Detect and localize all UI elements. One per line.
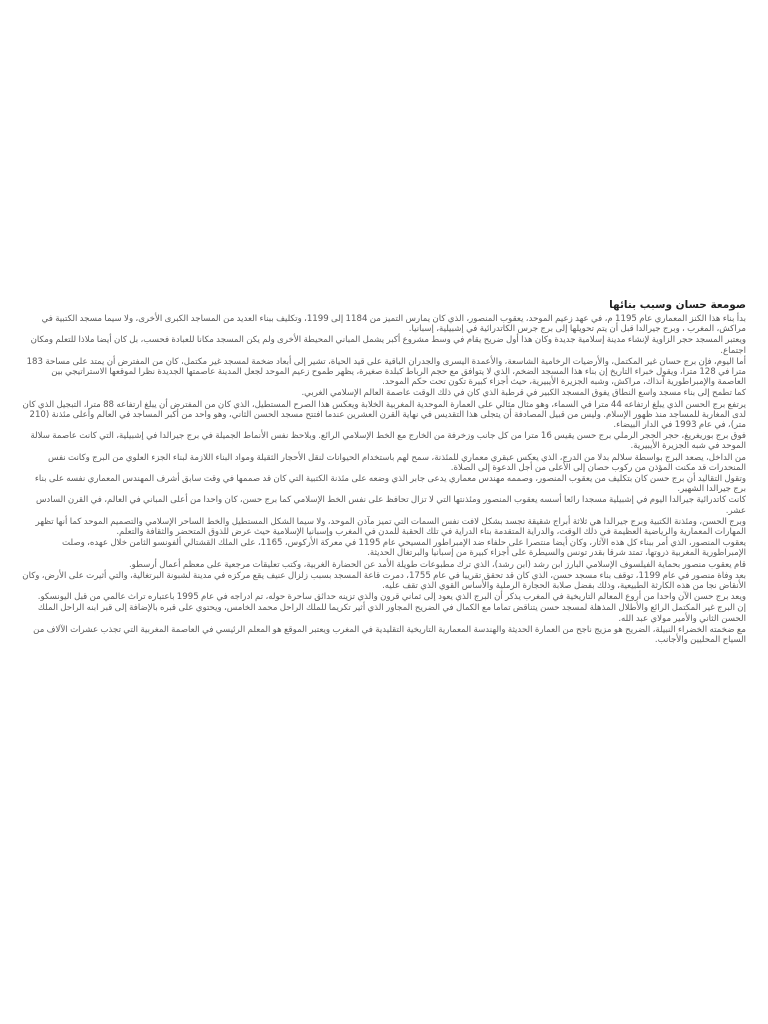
article-title: صومعة حسان وسبب بنائها <box>609 299 746 311</box>
paragraph: مع ضخمته الخضراء النبيلة، الضريح هو مزيج ناجح من العمارة الحديثة والهندسة المعمارية التاريخية التقليدية في المغرب ويعتبر الموقع هو المعلم الرئيسي في العاصمة المغربية التي تجذب عشرات الآلاف من السياح المحليين والأجانب. <box>33 624 746 646</box>
paragraph: من الداخل، يصعد البرج بواسطة سلالم بدلا من الدرج، الذي يعكس عبقري معماري للمئذنة، سمح لهم باستخدام الحيوانات لنقل الأحجار الثقيلة ومواد البناء اللازمة لبناء الجزء العلوي من البرج وكانت نفس المنحدرات قد مكنت المؤذن من ركوب حصان إلى الأعلى من أجل الدعوة إلى الصلاة. <box>48 452 746 473</box>
article <box>22 298 746 646</box>
paragraph: بدأ بناء هذا الكنز المعماري عام 1195 م، في عهد زعيم الموحد، يعقوب المنصور، الذي كان يمارس التميز من 1184 إلى 1199، وتكليف ببناء العديد من المساجد الكبرى الأخرى، ولا سيما مسجد الكتبية في مراكش، المغرب ، وبرج جيرالدا قبل أن يتم تحويلها إلى برج جرس الكاتدرائية في إشبيلية، إسبانيا. <box>41 314 746 335</box>
paragraph: يرتفع برج الحسن الذي يبلغ ارتفاعه 44 مترا في السماء، وهو مثال مثالي على العمارة الموحدية المغربية الخلابة ويعكس هذا الصرح المستطيل، الذي كان من المفترض أن يبلغ ارتفاعه 88 مترا، التبجيل الذي كان لدى المغاربة للمساجد منذ ظهور الإسلام. وليس من قبيل المصادفة أن يتجلى هذا التقديس في نهاية القرن العشرين عندما افتتح مسجد الحسن الثاني، وهو واحد من أكبر المساجد في العالم وأعلى مئذنة (210 متر)، في عام 1993 في الدار البيضاء. <box>22 399 746 431</box>
paragraph: إن البرج غير المكتمل الرائع والأطلال المذهلة لمسجد حسن يتناقض تماما مع الكمال في الضريح المجاور الذي أثير تكريما للملك الراحل محمد الخامس، ويحتوي على قبره بالإضافة إلى قبر ابنه الراحل الملك الحسن الثاني والأمير مولاي عبد الله. <box>37 603 746 624</box>
paragraph: ويعد برج حسن الآن واحدا من أروع المعالم التاريخية في المغرب يذكر أن البرج الذي يعود إلى ثماني قرون والذي تزينه حدائق ساحرة حوله، تم ادراجه في عام 1995 باعتباره تراث عالمي من قبل اليونسكو. <box>37 592 746 603</box>
paragraph: وبرج الحسن، ومئذنة الكتبية وبرج جيرالدا هي ثلاثة أبراج شقيقة تجسد بشكل لافت نفس السمات التي تميز مآذن الموحد، ولا سيما الشكل المستطيل والخط الساحر الإسلامي والتصميم الموحد كما أنها تظهر المهارات المعمارية والرياضية العظيمة في ذلك الوقت، والدراية المتقدمة بناء الدراية في تلك الحقبة للمدن في المغرب وإسبانيا الإسلامية حيث عرض للذوق المتحضر والثقافة والتعلم. <box>35 516 746 538</box>
paragraph: كانت كاتدرائية جيرالدا اليوم في إشبيلية مسجدا رائعا أسسه يعقوب المنصور ومئذنتها التي لا تزال تحافظ على نفس الخط الإسلامي كما برج حسن، كان واحدا من أعلى المباني في العالم، في القرن السادس عشر. <box>35 495 746 516</box>
paragraph: ويعتبر المسجد حجر الزاوية لإنشاء مدينة إسلامية جديدة وكان هذا أول ضريح يقام في وسط مشروع أكبر يشمل المباني المحيطة الأخرى ولم يكن المسجد مكانا للعبادة فحسب، بل كان أيضا ملاذا للتعلم ومكان اجتماع. <box>30 335 746 356</box>
paragraph: يعقوب المنصور، الذي أمر ببناء كل هذه الآثار، وكان أيضا منتصرا على حلفاء ضد الإمبراطور المسيحي عام 1195 في معركة الأركوس، 1165، على الملك القشتالي ألفونسو الثامن خلال عهده، وصلت الإمبراطورية المغربية ذروتها، تمتد شرقا بقدر تونس والسيطرة على أجزاء كبيرة من إسبانيا والبرتغال الحديثة. <box>62 538 746 559</box>
paragraph: كما تطمح إلى بناء مسجد واسع النطاق يفوق المسجد الكبير في قرطبة الذي كان في ذلك الوقت عاصمة العالم الإسلامي الغربي. <box>301 388 746 399</box>
paragraph: قام يعقوب منصور بحماية الفيلسوف الإسلامي البارز ابن رشد (ابن رشد)، الذي ترك مطبوعات طويلة الأمد عن الحضارة الغربية، وكتب تعليقات مرجعية على معظم أعمال أرسطو. <box>128 559 746 570</box>
paragraph: وتقول التقاليد أن برج حسن كان بتكليف من يعقوب المنصور، وصممه مهندس معماري يدعى جابر الذي وضعه على مئذنة الكتبية التي كان قد صممها في وقت سابق أشرف المهندس المعماري نفسه على بناء برج جيرالدا الشهير. <box>34 474 746 495</box>
paragraph: بعد وفاة منصور في عام 1199، توقف بناء مسجد حسن، الذي كان قد تحقق تقريبا في عام 1755، دمرت قاعة المسجد بسبب زلزال عنيف يقع مركزه في مدينة لشبونة البرتغالية، والتي أثيرت على الأرض، وكان الأنقاض نجا من هذه الكارثة الطبيعية، وذلك بفضل صلابة الحجارة الرملية والأساس القوي الذي تقف عليه. <box>22 570 746 592</box>
paragraph: فوق برج بوريغريغ، حجر الحجر الرملي برج حسن يقيس 16 مترا من كل جانب وزخرفة من الخارج مع الخط الإسلامي الرائع. وبلاحظ نفس الأنماط الجميلة في برج جيرالدا في إشبيلية، التي كانت عاصمة سلالة الموحد في شبه الجزيرة الأيبيرية. <box>30 431 746 452</box>
paragraph: أما اليوم، فإن برج حسان غير المكتمل، والأرضيات الرخامية الشاسعة، والأعمدة اليسرى والجدران الباقية على قيد الحياة، تشير إلى أبعاد ضخمة لمسجد غير مكتمل، كان من المفترض أن يمتد على مساحة 183 مترا في 128 مترا، ويقول خبراء التاريخ إن بناء هذا المسجد الضخم، الذي لا يتوافق مع حجم الرباط كبلدة صغيرة، يظهر طموح زعيم الموحد لجعل المدينة عاصمتها الجديدة نظرا لموقعها الاستراتيجي بين العاصمة والإمبراطورية آنذاك، مراكش، وشبه الجزيرة الأيبيرية، حيث أجزاء كبيرة تكون تحت حكم الموحد. <box>26 356 746 388</box>
